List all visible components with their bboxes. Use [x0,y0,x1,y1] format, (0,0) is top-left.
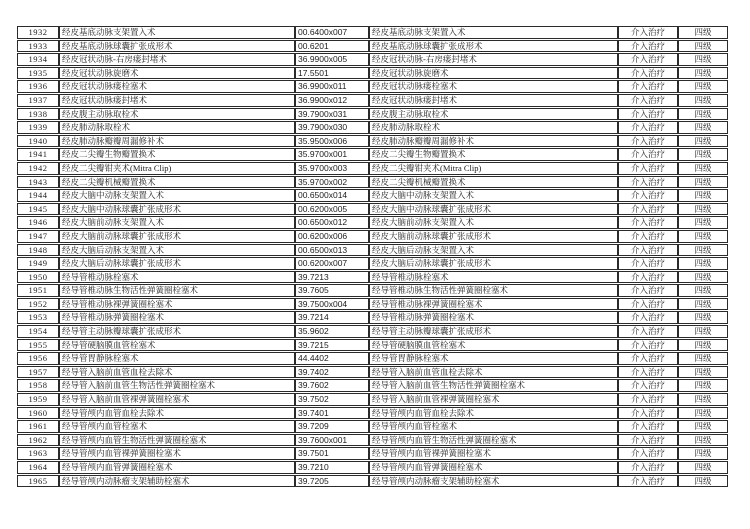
procedure-code-cell: 39.7402 [295,366,369,379]
table-row [17,461,728,474]
procedure-code-cell: 39.7205 [295,475,369,488]
procedure-code-cell: 00.6500x013 [295,244,369,257]
procedure-name-cell: 经皮冠状动脉瘘封堵术 [59,94,295,107]
table-row [17,257,728,270]
table-row [17,80,728,93]
table-row [17,447,728,460]
procedure-name-cell: 经皮大脑前动脉支架置入术 [59,216,295,229]
treatment-category-cell: 介入治疗 [618,26,678,39]
procedure-name-repeat-cell: 经皮大脑中动脉支架置入术 [369,189,618,202]
procedure-name-cell: 经导管胃静脉栓塞术 [59,352,295,365]
treatment-category-cell: 介入治疗 [618,325,678,338]
procedure-name-cell: 经皮冠状动脉-右房瘘封堵术 [59,53,295,66]
procedure-name-repeat-cell: 经皮大脑后动脉球囊扩张成形术 [369,257,618,270]
treatment-category-cell: 介入治疗 [618,108,678,121]
table-row [17,176,728,189]
procedure-code-cell: 00.6200x007 [295,257,369,270]
treatment-category-cell: 介入治疗 [618,379,678,392]
procedure-name-cell: 经皮大脑中动脉支架置入术 [59,189,295,202]
procedure-name-repeat-cell: 经导管入脑前血管生物活性弹簧圈栓塞术 [369,379,618,392]
procedure-name-repeat-cell: 经皮肺动脉取栓术 [369,121,618,134]
procedure-name-repeat-cell: 经导管椎动脉弹簧圈栓塞术 [369,311,618,324]
table-row [17,420,728,433]
row-number-cell: 1936 [17,80,59,93]
row-number-cell: 1949 [17,257,59,270]
table-row [17,244,728,257]
row-number-cell: 1957 [17,366,59,379]
treatment-category-cell: 介入治疗 [618,53,678,66]
procedure-code-cell: 39.7215 [295,339,369,352]
procedure-name-repeat-cell: 经皮二尖瓣钳夹术(Mitra Clip) [369,162,618,175]
procedure-name-repeat-cell: 经导管胃静脉栓塞术 [369,352,618,365]
surgery-level-cell: 四级 [678,80,728,93]
table-row [17,230,728,243]
surgery-level-cell: 四级 [678,298,728,311]
procedure-name-repeat-cell: 经皮基底动脉支架置入术 [369,26,618,39]
row-number-cell: 1965 [17,475,59,488]
surgery-level-cell: 四级 [678,311,728,324]
row-number-cell: 1943 [17,176,59,189]
procedure-code-cell: 00.6400x007 [295,26,369,39]
row-number-cell: 1946 [17,216,59,229]
surgery-level-cell: 四级 [678,216,728,229]
procedure-name-cell: 经皮二尖瓣机械瓣置换术 [59,176,295,189]
surgery-level-cell: 四级 [678,434,728,447]
treatment-category-cell: 介入治疗 [618,366,678,379]
treatment-category-cell: 介入治疗 [618,176,678,189]
procedure-code-cell: 39.7401 [295,407,369,420]
table-row [17,298,728,311]
treatment-category-cell: 介入治疗 [618,407,678,420]
row-number-cell: 1951 [17,284,59,297]
treatment-category-cell: 介入治疗 [618,352,678,365]
procedure-table [17,25,728,488]
table-row [17,26,728,39]
treatment-category-cell: 介入治疗 [618,271,678,284]
procedure-name-repeat-cell: 经导管颅内血管裸弹簧圈栓塞术 [369,447,618,460]
treatment-category-cell: 介入治疗 [618,203,678,216]
surgery-level-cell: 四级 [678,393,728,406]
treatment-category-cell: 介入治疗 [618,121,678,134]
procedure-name-cell: 经皮二尖瓣钳夹术(Mitra Clip) [59,162,295,175]
treatment-category-cell: 介入治疗 [618,461,678,474]
surgery-level-cell: 四级 [678,244,728,257]
row-number-cell: 1938 [17,108,59,121]
row-number-cell: 1952 [17,298,59,311]
surgery-level-cell: 四级 [678,162,728,175]
procedure-name-repeat-cell: 经皮基底动脉球囊扩张成形术 [369,40,618,53]
row-number-cell: 1942 [17,162,59,175]
procedure-name-repeat-cell: 经皮大脑后动脉支架置入术 [369,244,618,257]
row-number-cell: 1933 [17,40,59,53]
procedure-name-cell: 经导管硬脑膜血管栓塞术 [59,339,295,352]
procedure-name-repeat-cell: 经导管入脑前血管血栓去除术 [369,366,618,379]
table-row [17,203,728,216]
procedure-name-cell: 经导管入脑前血管血栓去除术 [59,366,295,379]
treatment-category-cell: 介入治疗 [618,447,678,460]
procedure-code-cell: 39.7502 [295,393,369,406]
procedure-name-cell: 经导管颅内血管栓塞术 [59,420,295,433]
procedure-code-cell: 39.7600x001 [295,434,369,447]
procedure-code-cell: 39.7210 [295,461,369,474]
procedure-name-cell: 经皮肺动脉取栓术 [59,121,295,134]
procedure-name-cell: 经导管入脑前血管生物活性弹簧圈栓塞术 [59,379,295,392]
treatment-category-cell: 介入治疗 [618,339,678,352]
row-number-cell: 1940 [17,135,59,148]
surgery-level-cell: 四级 [678,121,728,134]
treatment-category-cell: 介入治疗 [618,135,678,148]
surgery-level-cell: 四级 [678,94,728,107]
table-row [17,53,728,66]
surgery-level-cell: 四级 [678,26,728,39]
surgery-level-cell: 四级 [678,189,728,202]
row-number-cell: 1944 [17,189,59,202]
procedure-name-cell: 经导管颅内血管弹簧圈栓塞术 [59,461,295,474]
row-number-cell: 1958 [17,379,59,392]
row-number-cell: 1953 [17,311,59,324]
surgery-level-cell: 四级 [678,475,728,488]
surgery-level-cell: 四级 [678,67,728,80]
procedure-name-cell: 经皮腹主动脉取栓术 [59,108,295,121]
surgery-level-cell: 四级 [678,271,728,284]
surgery-level-cell: 四级 [678,230,728,243]
procedure-name-cell: 经导管颅内血管生物活性弹簧圈栓塞术 [59,434,295,447]
treatment-category-cell: 介入治疗 [618,284,678,297]
row-number-cell: 1962 [17,434,59,447]
procedure-code-cell: 35.9500x006 [295,135,369,148]
treatment-category-cell: 介入治疗 [618,475,678,488]
table-row [17,94,728,107]
procedure-code-cell: 00.6200x005 [295,203,369,216]
procedure-name-repeat-cell: 经皮大脑前动脉球囊扩张成形术 [369,230,618,243]
surgery-level-cell: 四级 [678,176,728,189]
procedure-name-cell: 经皮冠状动脉瘘栓塞术 [59,80,295,93]
procedure-code-cell: 35.9602 [295,325,369,338]
table-row [17,121,728,134]
procedure-name-repeat-cell: 经导管颅内动脉瘤支架辅助栓塞术 [369,475,618,488]
row-number-cell: 1961 [17,420,59,433]
procedure-name-cell: 经皮基底动脉球囊扩张成形术 [59,40,295,53]
treatment-category-cell: 介入治疗 [618,244,678,257]
treatment-category-cell: 介入治疗 [618,162,678,175]
row-number-cell: 1947 [17,230,59,243]
procedure-code-cell: 39.7605 [295,284,369,297]
procedure-name-cell: 经导管椎动脉栓塞术 [59,271,295,284]
table-row [17,366,728,379]
table-row [17,40,728,53]
procedure-code-cell: 17.5501 [295,67,369,80]
surgery-level-cell: 四级 [678,325,728,338]
table-row [17,216,728,229]
procedure-code-cell: 39.7214 [295,311,369,324]
surgery-level-cell: 四级 [678,257,728,270]
procedure-code-cell: 36.9900x012 [295,94,369,107]
row-number-cell: 1959 [17,393,59,406]
procedure-code-cell: 39.7900x031 [295,108,369,121]
procedure-name-cell: 经皮基底动脉支架置入术 [59,26,295,39]
surgery-level-cell: 四级 [678,379,728,392]
table-row [17,475,728,488]
treatment-category-cell: 介入治疗 [618,80,678,93]
row-number-cell: 1956 [17,352,59,365]
surgery-level-cell: 四级 [678,366,728,379]
procedure-name-cell: 经导管椎动脉弹簧圈栓塞术 [59,311,295,324]
row-number-cell: 1934 [17,53,59,66]
treatment-category-cell: 介入治疗 [618,148,678,161]
procedure-name-cell: 经导管椎动脉生物活性弹簧圈栓塞术 [59,284,295,297]
procedure-code-cell: 39.7602 [295,379,369,392]
procedure-name-repeat-cell: 经皮腹主动脉取栓术 [369,108,618,121]
table-row [17,108,728,121]
treatment-category-cell: 介入治疗 [618,94,678,107]
row-number-cell: 1945 [17,203,59,216]
procedure-name-repeat-cell: 经皮二尖瓣机械瓣置换术 [369,176,618,189]
procedure-code-cell: 39.7500x004 [295,298,369,311]
procedure-name-repeat-cell: 经导管颅内血管弹簧圈栓塞术 [369,461,618,474]
treatment-category-cell: 介入治疗 [618,40,678,53]
procedure-name-repeat-cell: 经皮冠状动脉瘘栓塞术 [369,80,618,93]
procedure-code-cell: 35.9700x001 [295,148,369,161]
surgery-level-cell: 四级 [678,420,728,433]
treatment-category-cell: 介入治疗 [618,67,678,80]
procedure-name-repeat-cell: 经皮大脑中动脉球囊扩张成形术 [369,203,618,216]
procedure-name-cell: 经导管颅内血管裸弹簧圈栓塞术 [59,447,295,460]
row-number-cell: 1939 [17,121,59,134]
table-row [17,284,728,297]
procedure-name-repeat-cell: 经导管颅内血管血栓去除术 [369,407,618,420]
procedure-code-cell: 00.6201 [295,40,369,53]
row-number-cell: 1955 [17,339,59,352]
procedure-code-cell: 39.7213 [295,271,369,284]
procedure-name-repeat-cell: 经皮冠状动脉瘘封堵术 [369,94,618,107]
surgery-level-cell: 四级 [678,461,728,474]
table-row [17,339,728,352]
procedure-code-cell: 00.6200x006 [295,230,369,243]
treatment-category-cell: 介入治疗 [618,298,678,311]
surgery-level-cell: 四级 [678,352,728,365]
procedure-name-cell: 经皮大脑后动脉支架置入术 [59,244,295,257]
procedure-name-repeat-cell: 经皮冠状动脉-右房瘘封堵术 [369,53,618,66]
procedure-code-cell: 00.6500x014 [295,189,369,202]
table-row [17,67,728,80]
surgery-level-cell: 四级 [678,53,728,66]
table-row [17,311,728,324]
treatment-category-cell: 介入治疗 [618,257,678,270]
table-row [17,325,728,338]
procedure-name-repeat-cell: 经导管椎动脉栓塞术 [369,271,618,284]
row-number-cell: 1935 [17,67,59,80]
procedure-name-repeat-cell: 经皮肺动脉瓣瓣周漏修补术 [369,135,618,148]
surgery-level-cell: 四级 [678,135,728,148]
surgery-level-cell: 四级 [678,203,728,216]
table-row [17,434,728,447]
row-number-cell: 1948 [17,244,59,257]
procedure-code-cell: 36.9900x005 [295,53,369,66]
table-row [17,407,728,420]
row-number-cell: 1950 [17,271,59,284]
row-number-cell: 1941 [17,148,59,161]
procedure-name-repeat-cell: 经导管椎动脉生物活性弹簧圈栓塞术 [369,284,618,297]
table-row [17,393,728,406]
procedure-name-cell: 经皮二尖瓣生物瓣置换术 [59,148,295,161]
surgery-level-cell: 四级 [678,339,728,352]
row-number-cell: 1963 [17,447,59,460]
row-number-cell: 1937 [17,94,59,107]
row-number-cell: 1960 [17,407,59,420]
procedure-code-cell: 00.6500x012 [295,216,369,229]
row-number-cell: 1954 [17,325,59,338]
procedure-name-cell: 经导管颅内动脉瘤支架辅助栓塞术 [59,475,295,488]
table-row [17,148,728,161]
procedure-code-cell: 36.9900x011 [295,80,369,93]
surgery-level-cell: 四级 [678,407,728,420]
procedure-name-cell: 经导管颅内血管血栓去除术 [59,407,295,420]
surgery-level-cell: 四级 [678,447,728,460]
procedure-name-repeat-cell: 经导管颅内血管生物活性弹簧圈栓塞术 [369,434,618,447]
surgery-level-cell: 四级 [678,40,728,53]
procedure-name-cell: 经皮肺动脉瓣瓣周漏修补术 [59,135,295,148]
procedure-code-cell: 44.4402 [295,352,369,365]
table-row [17,162,728,175]
table-row [17,271,728,284]
procedure-name-cell: 经皮大脑中动脉球囊扩张成形术 [59,203,295,216]
procedure-name-cell: 经皮大脑后动脉球囊扩张成形术 [59,257,295,270]
treatment-category-cell: 介入治疗 [618,230,678,243]
surgery-level-cell: 四级 [678,148,728,161]
procedure-name-repeat-cell: 经导管硬脑膜血管栓塞术 [369,339,618,352]
treatment-category-cell: 介入治疗 [618,216,678,229]
treatment-category-cell: 介入治疗 [618,311,678,324]
table-row [17,189,728,202]
treatment-category-cell: 介入治疗 [618,420,678,433]
procedure-name-cell: 经导管主动脉瓣球囊扩张成形术 [59,325,295,338]
procedure-name-repeat-cell: 经导管颅内血管栓塞术 [369,420,618,433]
row-number-cell: 1932 [17,26,59,39]
table-row [17,352,728,365]
procedure-code-cell: 35.9700x003 [295,162,369,175]
procedure-code-cell: 39.7209 [295,420,369,433]
procedure-name-cell: 经导管入脑前血管裸弹簧圈栓塞术 [59,393,295,406]
surgery-level-cell: 四级 [678,108,728,121]
surgery-level-cell: 四级 [678,284,728,297]
procedure-name-repeat-cell: 经皮大脑前动脉支架置入术 [369,216,618,229]
treatment-category-cell: 介入治疗 [618,393,678,406]
table-row [17,379,728,392]
procedure-name-repeat-cell: 经导管椎动脉裸弹簧圈栓塞术 [369,298,618,311]
procedure-name-cell: 经皮大脑前动脉球囊扩张成形术 [59,230,295,243]
treatment-category-cell: 介入治疗 [618,434,678,447]
procedure-code-cell: 39.7501 [295,447,369,460]
procedure-code-cell: 39.7900x030 [295,121,369,134]
procedure-code-cell: 35.9700x002 [295,176,369,189]
table-row [17,135,728,148]
treatment-category-cell: 介入治疗 [618,189,678,202]
procedure-name-cell: 经导管椎动脉裸弹簧圈栓塞术 [59,298,295,311]
row-number-cell: 1964 [17,461,59,474]
procedure-name-repeat-cell: 经导管入脑前血管裸弹簧圈栓塞术 [369,393,618,406]
procedure-name-repeat-cell: 经导管主动脉瓣球囊扩张成形术 [369,325,618,338]
procedure-name-repeat-cell: 经皮二尖瓣生物瓣置换术 [369,148,618,161]
procedure-name-cell: 经皮冠状动脉旋磨术 [59,67,295,80]
procedure-name-repeat-cell: 经皮冠状动脉旋磨术 [369,67,618,80]
